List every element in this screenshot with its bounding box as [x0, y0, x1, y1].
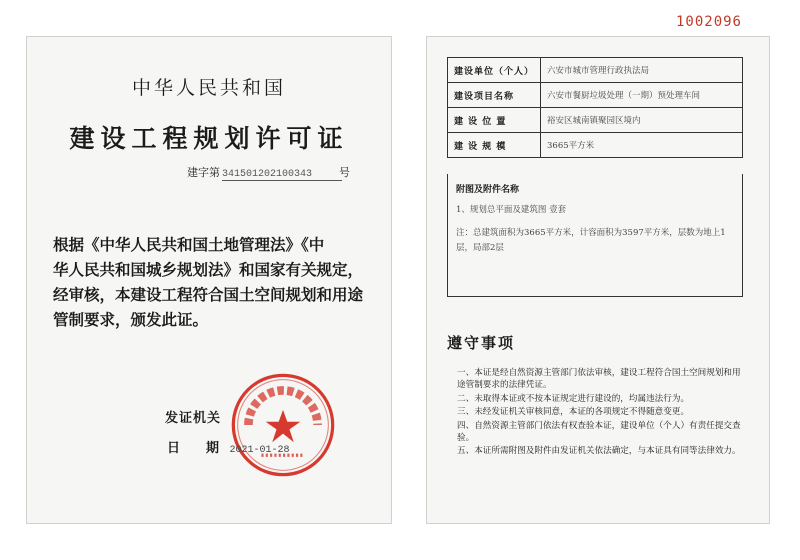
row-value: 3665平方米: [541, 133, 743, 158]
row-key: 建设项目名称: [448, 83, 541, 108]
row-value: 六安市餐厨垃圾处理（一期）预处理车间: [541, 83, 743, 108]
date-value: 2021-01-28: [229, 445, 290, 456]
rules-list: [457, 367, 747, 459]
body-line: 管制要求，颁发此证。: [53, 311, 209, 329]
rule-item: 三、未经发证机关审核同意，本证的各项规定不得随意变更。: [457, 407, 690, 418]
row-key: 建 设 位 置: [448, 108, 541, 133]
attachment-item: 1、规划总平面及建筑图 壹套: [456, 205, 567, 215]
table-row: [448, 133, 743, 158]
issue-date-row: [167, 437, 290, 456]
issuer-label: 发证机关: [165, 411, 222, 426]
certificate-body: [53, 233, 371, 333]
rule-item: 四、自然资源主管部门依法有权查验本证，建设单位（个人）有责任提交查验。: [457, 420, 741, 444]
row-key: 建设单位（个人）: [448, 58, 541, 83]
attachments-box: [447, 174, 743, 297]
certificate-front-page: [26, 36, 392, 524]
rule-item: 五、本证所需附图及附件由发证机关依法确定，与本证具有同等法律效力。: [457, 446, 741, 457]
official-seal-icon: [229, 371, 337, 479]
rule-item: 一、本证是经自然资源主管部门依法审核，建设工程符合国土空间规划和用途管制要求的法律凭证。: [457, 368, 741, 391]
country-name: 中华人民共和国: [131, 77, 286, 99]
certificate-number-line: [187, 164, 350, 181]
notice-heading: 遵守事项: [447, 334, 516, 352]
row-value: 六安市城市管理行政执法局: [541, 58, 743, 83]
row-key: 建 设 规 模: [448, 133, 541, 158]
certificate-title: 建设工程规划许可证: [69, 124, 349, 153]
cert-no-suffix: 号: [339, 166, 350, 179]
row-value: 裕安区城南镇聚园区境内: [541, 108, 743, 133]
project-info-table: [447, 57, 743, 158]
attachments-heading: 附图及附件名称: [456, 185, 520, 195]
rule-item: 二、未取得本证或不按本证规定进行建设的，均属违法行为。: [457, 393, 690, 404]
table-row: [448, 108, 743, 133]
certificate-details-page: [426, 36, 770, 524]
serial-number: 1002096: [675, 14, 742, 30]
table-row: [448, 83, 743, 108]
body-line: 华人民共和国城乡规划法》和国家有关规定，: [53, 261, 364, 279]
table-row: [448, 58, 743, 83]
attachment-note: 注：总建筑面积为3665平方米，计容面积为3597平方米，层数为地上1层，局部2层: [456, 228, 726, 253]
body-line: 经审核，本建设工程符合国土空间规划和用途: [53, 286, 364, 304]
body-line: 根据《中华人民共和国土地管理法》《中: [53, 236, 325, 254]
cert-no-value: 341501202100343: [222, 169, 342, 181]
date-label: 日 期: [167, 441, 220, 456]
cert-no-prefix: 建字第: [187, 166, 220, 179]
